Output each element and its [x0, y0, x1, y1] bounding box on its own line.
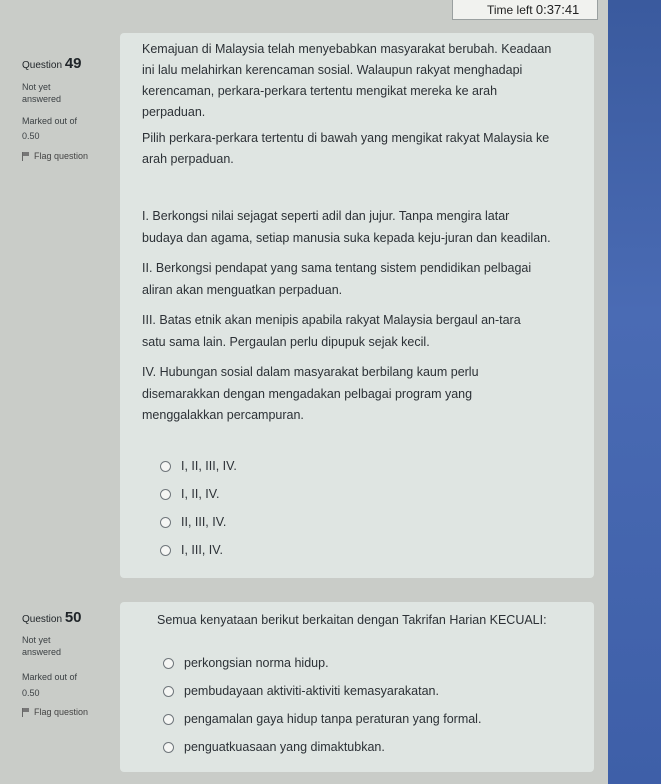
radio-button[interactable]: [160, 461, 171, 472]
question-50-stem: Semua kenyataan berikut berkaitan dengan Takrifan Harian KECUALI:: [157, 613, 547, 627]
radio-button[interactable]: [163, 686, 174, 697]
radio-button[interactable]: [163, 714, 174, 725]
question-49-stem: Kemajuan di Malaysia telah menyebabkan masyarakat berubah. Keadaan ini lalu melahirkan kerencaman sosial. Walaupun rakyat menghadapi kerencaman, perkara-perkara tertentu mengikat mereka ke arah perpaduan.: [142, 42, 552, 119]
flag-question-50-button[interactable]: Flag question: [22, 706, 88, 718]
statement-2: II. Berkongsi pendapat yang sama tentang sistem pendidikan pelbagai aliran akan menguatkan perpaduan.: [142, 261, 532, 297]
question-50-info: [22, 609, 89, 718]
question-49-statements: [142, 206, 551, 427]
radio-button[interactable]: [163, 658, 174, 669]
time-left-indicator: [452, 0, 598, 20]
q50-option-a[interactable]: perkongsian norma hidup.: [163, 656, 329, 670]
radio-button[interactable]: [160, 489, 171, 500]
question-49-title: Question 49: [22, 55, 82, 72]
q49-option-d[interactable]: I, III, IV.: [160, 543, 223, 557]
statement-4: IV. Hubungan sosial dalam masyarakat berbilang kaum perlu disemarakkan dengan mengadakan pelbagai program yang menggalakkan percampuran.: [142, 365, 479, 422]
flag-question-49-button[interactable]: Flag question: [22, 150, 88, 162]
question-50-status: Not yet answered: [22, 635, 62, 657]
statement-1: I. Berkongsi nilai sejagat seperti adil dan jujur. Tanpa mengira latar budaya dan agama, setiap manusia suka kepada keju-juran dan keadilan.: [142, 209, 551, 245]
time-left-label: Time left: [487, 3, 533, 17]
q49-option-c[interactable]: II, III, IV.: [160, 515, 226, 529]
question-49-info: [22, 55, 89, 162]
time-left-value: 0:37:41: [535, 2, 580, 17]
q49-option-b[interactable]: I, II, IV.: [160, 487, 219, 501]
flag-icon: [22, 708, 30, 717]
radio-button[interactable]: [160, 517, 171, 528]
background-strip: [608, 0, 661, 784]
statement-3: III. Batas etnik akan menipis apabila rakyat Malaysia bergaul an-tara satu sama lain. Pergaulan perlu dipupuk sejak kecil.: [142, 313, 521, 349]
question-49-status: Not yet answered: [22, 82, 62, 104]
question-49-prompt: Pilih perkara-perkara tertentu di bawah yang mengikat rakyat Malaysia ke arah perpaduan.: [142, 131, 550, 166]
question-50-marks: Marked out of 0.50: [22, 672, 78, 698]
flag-icon: [22, 152, 30, 161]
radio-button[interactable]: [160, 545, 171, 556]
q50-option-c[interactable]: pengamalan gaya hidup tanpa peraturan yang formal.: [163, 712, 481, 726]
radio-button[interactable]: [163, 742, 174, 753]
q49-option-a[interactable]: I, II, III, IV.: [160, 459, 237, 473]
q50-option-b[interactable]: pembudayaan aktiviti-aktiviti kemasyarakatan.: [163, 684, 439, 698]
q50-option-d[interactable]: penguatkuasaan yang dimaktubkan.: [163, 740, 385, 754]
question-49-marks: Marked out of 0.50: [22, 116, 78, 141]
question-50-title: Question 50: [22, 609, 82, 626]
